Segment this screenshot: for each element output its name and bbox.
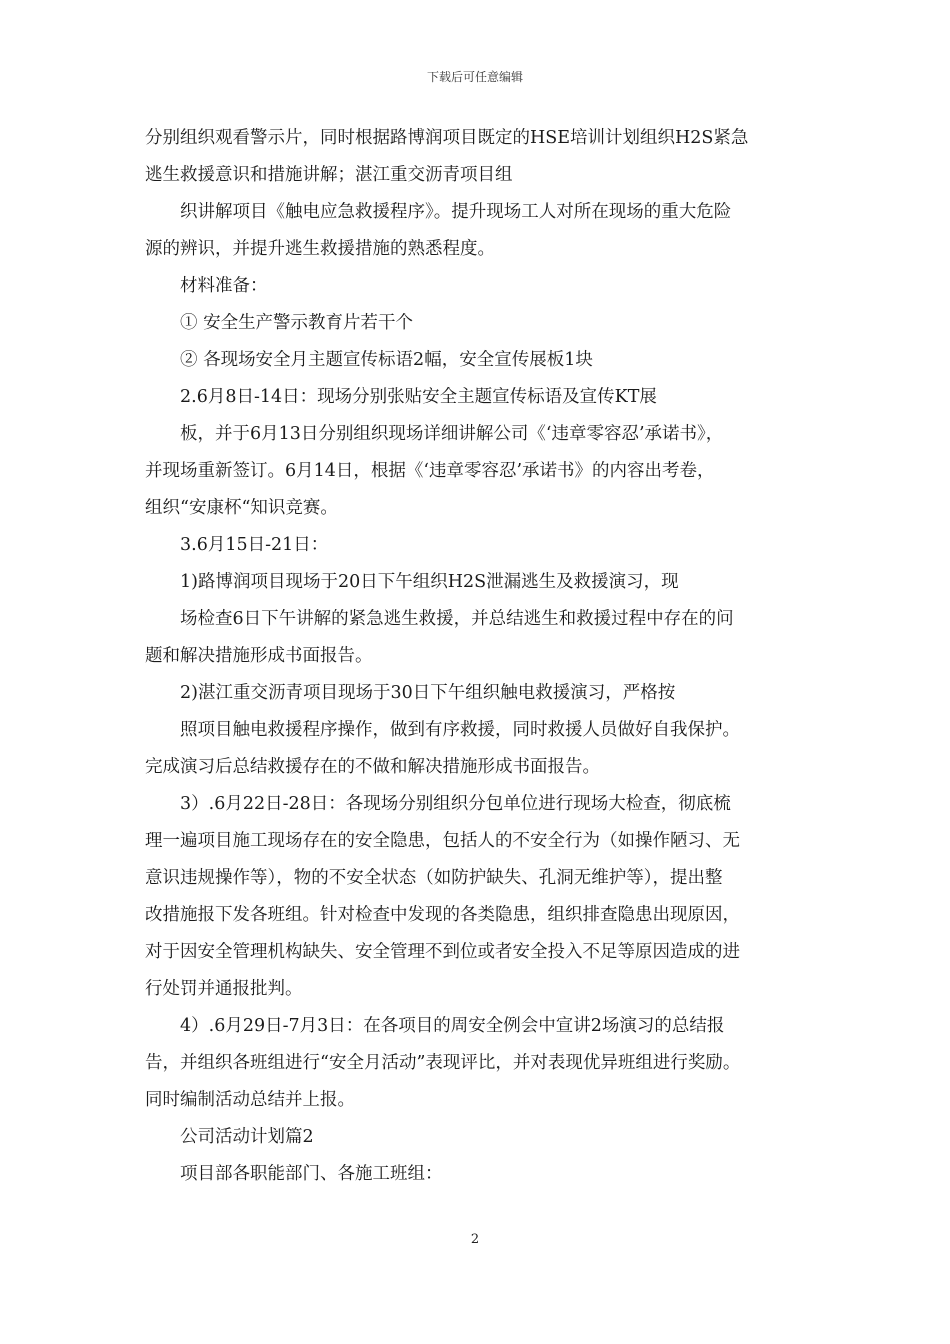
text-line: 3.6月15日-21日： [180, 535, 329, 555]
text-line: 逃生救援意识和措施讲解；湛江重交沥青项目组 [145, 165, 513, 185]
text-line: 项目部各职能部门、各施工班组： [180, 1164, 443, 1184]
text-line: 组织“安康杯“知识竞赛。 [145, 498, 338, 518]
text-line: 2)湛江重交沥青项目现场于30日下午组织触电救援演习，严格按 [180, 683, 676, 703]
text-line: 1)路博润项目现场于20日下午组织H2S泄漏逃生及救援演习，现 [180, 572, 679, 592]
text-line: 照项目触电救援程序操作，做到有序救援，同时救援人员做好自我保护。 [180, 720, 740, 740]
text-line: 2.6月8日-14日：现场分别张贴安全主题宣传标语及宣传KT展 [180, 387, 657, 407]
text-line: 完成演习后总结救援存在的不做和解决措施形成书面报告。 [145, 757, 600, 777]
text-line: 改措施报下发各班组。针对检查中发现的各类隐患，组织排查隐患出现原因， [145, 905, 740, 925]
text-line: ① 安全生产警示教育片若干个 [180, 313, 414, 333]
text-line: 并现场重新签订。6月14日，根据《‘违章零容忍’承诺书》的内容出考卷， [145, 461, 715, 481]
text-line: 板，并于6月13日分别组织现场详细讲解公司《‘违章零容忍’承诺书》， [180, 424, 724, 444]
document-body [145, 120, 813, 1193]
text-line: 织讲解项目《触电应急救援程序》。提升现场工人对所在现场的重大危险 [180, 202, 732, 222]
text-line: 分别组织观看警示片，同时根据路博润项目既定的HSE培训计划组织H2S紧急 [145, 128, 749, 148]
text-line: 场检查6日下午讲解的紧急逃生救援，并总结逃生和救援过程中存在的问 [180, 609, 734, 629]
text-line: 源的辨识，并提升逃生救援措施的熟悉程度。 [145, 239, 495, 259]
page-header: 下载后可任意编辑 [426, 70, 523, 84]
text-line: 4）.6月29日-7月3日：在各项目的周安全例会中宣讲2场演习的总结报 [180, 1016, 725, 1036]
text-line: 告，并组织各班组进行“安全月活动”表现评比，并对表现优异班组进行奖励。 [145, 1053, 741, 1073]
text-line: 材料准备： [180, 276, 268, 296]
text-line: 理一遍项目施工现场存在的安全隐患，包括人的不安全行为（如操作陋习、无 [145, 831, 740, 851]
text-line: 意识违规操作等），物的不安全状态（如防护缺失、孔洞无维护等），提出整 [145, 868, 723, 888]
text-line: 行处罚并通报批判。 [145, 979, 303, 999]
text-line: 题和解决措施形成书面报告。 [145, 646, 373, 666]
page-number: 2 [470, 1232, 480, 1247]
text-line: ② 各现场安全月主题宣传标语2幅，安全宣传展板1块 [180, 350, 593, 370]
text-line: 公司活动计划篇2 [180, 1127, 314, 1147]
text-line: 同时编制活动总结并上报。 [145, 1090, 355, 1110]
text-line: 3）.6月22日-28日：各现场分别组织分包单位进行现场大检查，彻底梳 [180, 794, 731, 814]
text-line: 对于因安全管理机构缺失、安全管理不到位或者安全投入不足等原因造成的进 [145, 942, 740, 962]
